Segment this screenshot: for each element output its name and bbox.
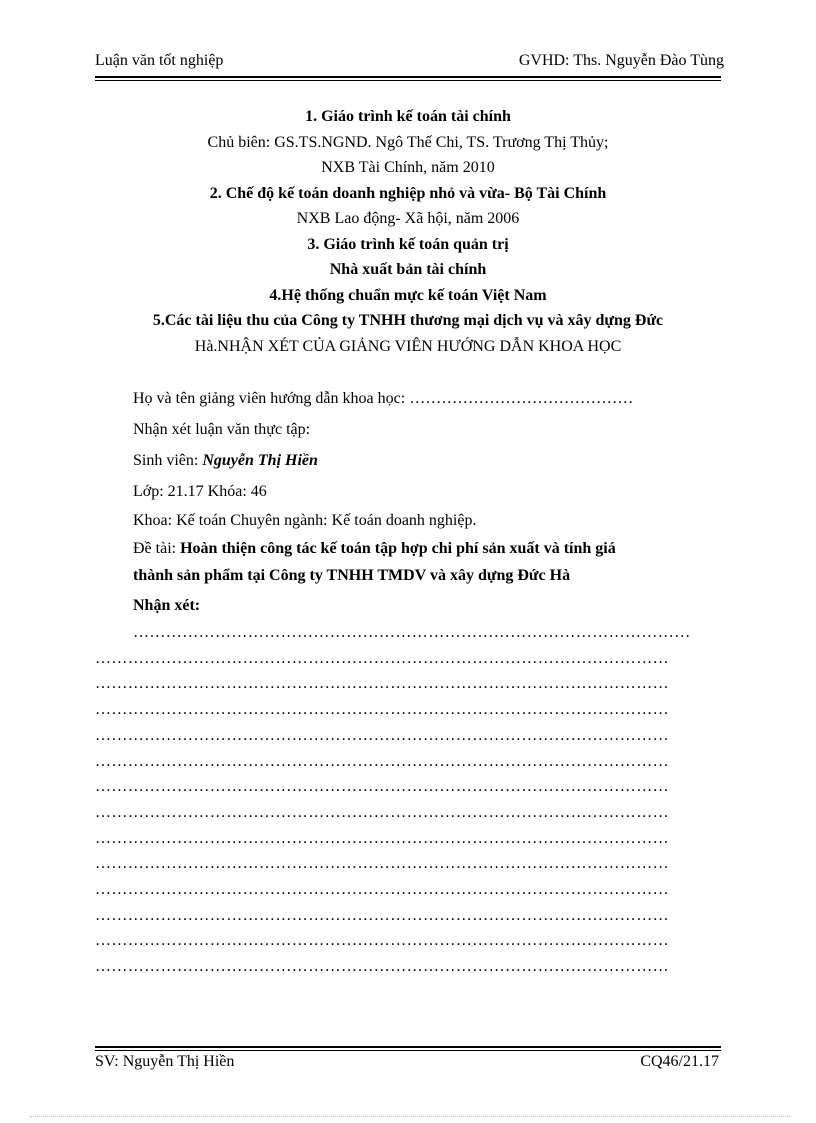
references-block <box>95 104 721 359</box>
topic-title: Hoàn thiện công tác kế toán tập hợp chi phí sản xuất và tính giá <box>180 540 616 557</box>
reference-line: 5.Các tài liệu thu của Công ty TNHH thương mại dịch vụ và xây dựng Đức <box>152 312 664 329</box>
faculty-line: Khoa: Kế toán Chuyên ngành: Kế toán doanh nghiệp. <box>133 512 477 529</box>
topic-label: Đề tài: <box>133 540 177 557</box>
class-line: Lớp: 21.17 Khóa: 46 <box>133 483 267 500</box>
reference-line: Nhà xuất bản tài chính <box>329 261 487 278</box>
student-name: Nguyễn Thị Hiền <box>202 452 318 469</box>
comment-dot-line: …………………………………………………………………………………………… <box>95 726 669 744</box>
reference-line: 3. Giáo trình kế toán quản trị <box>307 235 509 253</box>
page-edge-dots <box>30 1116 790 1117</box>
comment-dot-line: …………………………………………………………………………………………… <box>95 881 669 898</box>
section-heading: Hà.NHẬN XÉT CỦA GIẢNG VIÊN HƯỚNG DẪN KHOA HỌC <box>194 337 622 355</box>
comment-label: Nhận xét: <box>133 597 201 614</box>
header-rule <box>95 76 721 78</box>
advisor-line <box>133 390 633 408</box>
comment-dot-line: …………………………………………………………………………………………… <box>95 649 669 667</box>
reference-line: 2. Chế độ kế toán doanh nghiệp nhỏ và vừa- Bộ Tài Chính <box>209 184 607 202</box>
comment-dot-line: …………………………………………………………………………………………… <box>95 675 669 693</box>
student-label: Sinh viên: <box>133 452 199 469</box>
advisor-label: Họ và tên giảng viên hướng dẫn khoa học: <box>133 390 406 407</box>
header-title: Luận văn tốt nghiệp <box>95 52 224 69</box>
footer-class-code: CQ46/21.17 <box>640 1053 719 1070</box>
topic-title-continued: thành sản phẩm tại Công ty TNHH TMDV và xây dựng Đức Hà <box>133 567 571 584</box>
comment-dot-line: …………………………………………………………………………………………… <box>95 958 669 976</box>
reference-line: 4.Hệ thống chuẩn mực kế toán Việt Nam <box>269 286 547 304</box>
header-advisor: GVHD: Ths. Nguyễn Đào Tùng <box>518 52 724 69</box>
reference-line: NXB Lao động- Xã hội, năm 2006 <box>296 210 520 227</box>
comment-dot-line: …………………………………………………………………………………………… <box>95 932 669 950</box>
advisor-dots: …………………………………… <box>409 390 634 407</box>
footer-rule-thin <box>95 1050 721 1051</box>
footer-student: SV: Nguyễn Thị Hiền <box>95 1053 235 1070</box>
comment-dot-line: …………………………………………………………………………………………… <box>95 855 669 873</box>
header-rule-thin <box>95 80 721 81</box>
comment-dot-line: …………………………………………………………………………………………… <box>95 752 669 770</box>
comment-dot-line: …………………………………………………………………………………………… <box>95 829 669 847</box>
comment-dot-line: …………………………………………………………………………………………… <box>95 906 669 924</box>
student-line <box>133 452 318 470</box>
footer-rule <box>95 1046 721 1048</box>
reference-line: Chủ biên: GS.TS.NGND. Ngô Thế Chi, TS. Trương Thị Thủy; <box>207 133 609 151</box>
topic-line <box>133 540 616 558</box>
reference-line: NXB Tài Chính, năm 2010 <box>321 159 495 176</box>
comment-dot-line: ………………………………………………………………………………………… <box>133 624 691 641</box>
reference-line: 1. Giáo trình kế toán tài chính <box>305 108 511 125</box>
review-label: Nhận xét luận văn thực tập: <box>133 421 311 438</box>
comment-dot-line: …………………………………………………………………………………………… <box>95 701 669 719</box>
comment-dot-line: …………………………………………………………………………………………… <box>95 803 669 821</box>
comment-dot-line: …………………………………………………………………………………………… <box>95 778 669 796</box>
